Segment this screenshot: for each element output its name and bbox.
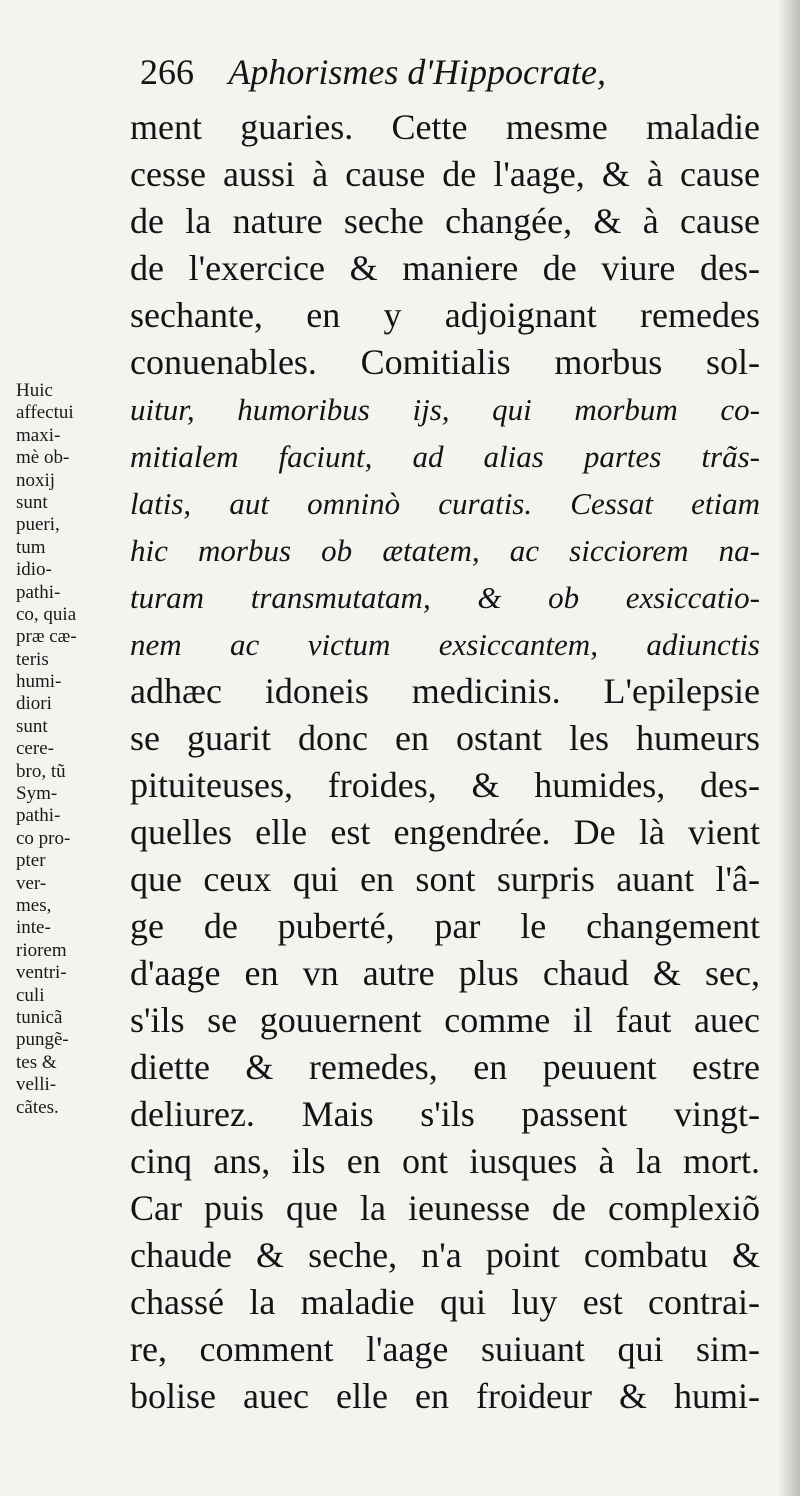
margin-note-line: Huic: [16, 380, 53, 401]
text-line: deliurez. Mais s'ils passent vingt-: [130, 1094, 760, 1134]
text-line: ge de puberté, par le changement: [130, 906, 760, 946]
margin-note-line: riorem: [16, 939, 67, 961]
page-number: 266: [140, 52, 194, 92]
margin-note-line: pathi-: [16, 581, 61, 603]
text-line: cinq ans, ils en ont iusques à la mort.: [130, 1141, 760, 1181]
margin-note-line: velli-: [16, 1074, 57, 1096]
page-edge-shadow: [778, 0, 800, 1496]
text-line: d'aage en vn autre plus chaud & sec,: [130, 953, 760, 993]
text-line: hic morbus ob ætatem, ac sicciorem na-: [130, 533, 760, 568]
text-line: sechante, en y adjoignant remedes: [130, 295, 760, 335]
running-header: [140, 44, 720, 100]
margin-note-line: sunt: [16, 491, 48, 513]
margin-note-line: præ cæ-: [16, 626, 77, 648]
margin-note-line: maxi-: [16, 424, 61, 446]
margin-note-line: noxij: [16, 469, 56, 491]
margin-note-line: affectui: [16, 402, 74, 424]
text-line: adhæc idoneis medicinis. L'epilepsie: [130, 671, 760, 711]
margin-note-line: culi: [16, 984, 45, 1006]
text-line: nem ac victum exsiccantem, adiunctis: [130, 627, 760, 662]
margin-note-line: cere-: [16, 738, 54, 760]
text-line: chassé la maladie qui luy est contrai-: [130, 1282, 760, 1322]
margin-note-line: ventri-: [16, 962, 67, 984]
margin-note-line: pter: [16, 850, 46, 872]
text-line: se guarit donc en ostant les humeurs: [130, 718, 760, 758]
margin-note-line: bro, tũ: [16, 760, 66, 782]
text-line: turam transmutatam, & ob exsiccatio-: [130, 580, 760, 615]
margin-note-line: mè ob-: [16, 447, 70, 469]
margin-note-line: tum: [16, 536, 46, 558]
text-line: conuenables. Comitialis morbus sol-: [130, 342, 760, 382]
text-line: Car puis que la ieunesse de complexiõ: [130, 1188, 760, 1228]
text-line: pituiteuses, froides, & humides, des-: [130, 765, 760, 805]
margin-note-line: teris: [16, 648, 49, 670]
text-line: que ceux qui en sont surpris auant l'â-: [130, 859, 760, 899]
margin-note-line: ver-: [16, 872, 47, 894]
text-line: diette & remedes, en peuuent estre: [130, 1047, 760, 1087]
margin-note-line: cãtes.: [16, 1096, 59, 1118]
text-line: uitur, humoribus ijs, qui morbum co-: [130, 392, 760, 427]
margin-note-line: diori: [16, 693, 52, 715]
margin-note-line: tes &: [16, 1051, 57, 1073]
text-line: s'ils se gouuernent comme il faut auec: [130, 1000, 760, 1040]
margin-note: [16, 380, 128, 1119]
text-line: quelles elle est engendrée. De là vient: [130, 812, 760, 852]
text-line: chaude & seche, n'a point combatu &: [130, 1235, 760, 1275]
text-line: re, comment l'aage suiuant qui sim-: [130, 1329, 760, 1369]
text-line: ment guaries. Cette mesme maladie: [130, 107, 760, 147]
text-line: cesse aussi à cause de l'aage, & à cause: [130, 154, 760, 194]
text-line: de l'exercice & maniere de viure des-: [130, 248, 760, 288]
main-text-block: [130, 104, 760, 1420]
margin-note-line: Sym-: [16, 783, 58, 805]
margin-note-line: co pro-: [16, 827, 71, 849]
margin-note-line: sunt: [16, 715, 48, 737]
margin-note-line: co, quia: [16, 603, 77, 625]
margin-note-line: inte-: [16, 917, 51, 939]
text-line: bolise auec elle en froideur & humi-: [130, 1376, 760, 1416]
text-line: mitialem faciunt, ad alias partes trãs-: [130, 439, 760, 474]
margin-note-line: idio-: [16, 559, 52, 581]
text-line: de la nature seche changée, & à cause: [130, 201, 760, 241]
margin-note-line: mes,: [16, 894, 52, 916]
margin-note-line: humi-: [16, 671, 62, 693]
margin-note-line: pungẽ-: [16, 1029, 69, 1051]
text-line: latis, aut omninò curatis. Cessat etiam: [130, 486, 760, 521]
margin-note-line: tunicã: [16, 1006, 63, 1028]
margin-note-line: pueri,: [16, 514, 60, 536]
margin-note-line: pathi-: [16, 805, 61, 827]
running-title: Aphorismes d'Hippocrate,: [228, 52, 607, 92]
